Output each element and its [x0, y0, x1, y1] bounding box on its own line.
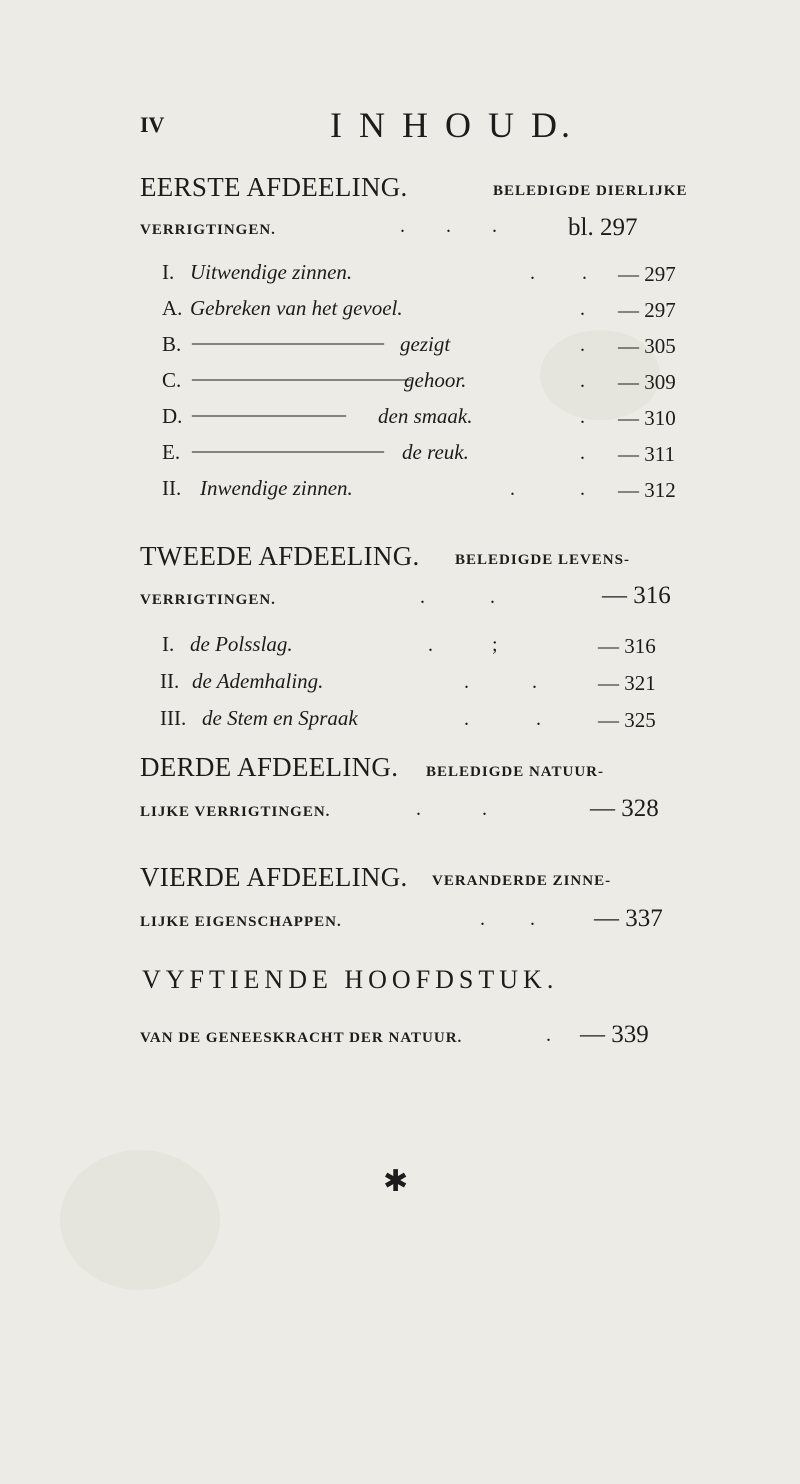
entry-label: I.	[162, 260, 175, 284]
leader-dots: .	[580, 334, 585, 356]
leader-dots: .	[546, 1024, 551, 1046]
page-ref: — 297	[618, 298, 676, 322]
ditto-dash: ————————	[192, 402, 344, 426]
entry-label: E.	[162, 440, 181, 464]
asterisk-ornament-icon: ✱	[383, 1164, 409, 1199]
page-ref: — 316	[598, 634, 656, 658]
leader-dots: . .	[420, 586, 495, 608]
entry-text: de Polsslag.	[190, 632, 293, 656]
page-number: IV	[140, 112, 165, 137]
chapter-heading: VYFTIENDE HOOFDSTUK.	[142, 965, 559, 994]
page-ref: — 309	[618, 370, 676, 394]
page-ref: — 316	[602, 582, 671, 609]
section-subheading-cont: LIJKE VERRIGTINGEN.	[140, 804, 331, 820]
page-ref: — 337	[594, 905, 663, 932]
entry-label: C.	[162, 368, 182, 392]
entry-label: II.	[160, 669, 180, 693]
page-ref: — 321	[598, 671, 656, 695]
leader-dots: .	[580, 442, 585, 464]
entry-label: I.	[162, 632, 175, 656]
leader-dots: . . .	[400, 215, 497, 237]
section-heading: DERDE AFDEELING.	[140, 752, 399, 782]
section-subheading-cont: VERRIGTINGEN.	[140, 222, 276, 238]
page-ref: — 339	[580, 1021, 649, 1048]
section-heading: VIERDE AFDEELING.	[140, 862, 408, 892]
section-subheading: BELEDIGDE LEVENS-	[455, 552, 630, 568]
entry-text: de Stem en Spraak	[202, 706, 358, 730]
page-ref: — 310	[618, 406, 676, 430]
chapter-subheading: VAN DE GENEESKRACHT DER NATUUR.	[140, 1030, 463, 1046]
entry-label: II.	[162, 476, 182, 500]
section-subheading: VERANDERDE ZINNE-	[432, 873, 612, 889]
ditto-dash: ————————————	[192, 366, 408, 390]
entry-text: Inwendige zinnen.	[200, 476, 353, 500]
section-subheading: BELEDIGDE NATUUR-	[426, 764, 604, 780]
ditto-dash: ——————————	[192, 330, 382, 354]
leader-dots: . .	[510, 478, 585, 500]
section-subheading: BELEDIGDE DIERLIJKE	[493, 183, 688, 199]
leader-dots: .	[580, 298, 585, 320]
section-heading: TWEEDE AFDEELING.	[140, 541, 420, 571]
leader-dots: . .	[464, 708, 541, 730]
page-ref: — 312	[618, 478, 676, 502]
page-ref: — 325	[598, 708, 656, 732]
entry-label: B.	[162, 332, 182, 356]
leader-dots: . .	[530, 262, 587, 284]
leader-dots: . ;	[428, 634, 498, 656]
entry-label: III.	[160, 706, 187, 730]
entry-label: A.	[162, 296, 183, 320]
entry-text: de Ademhaling.	[192, 669, 324, 693]
entry-text: gezigt	[400, 332, 451, 356]
page-ref: — 297	[618, 262, 676, 286]
leader-dots: .	[580, 370, 585, 392]
paper-stain	[60, 1150, 220, 1290]
leader-dots: .	[580, 406, 585, 428]
page-ref: — 328	[590, 795, 659, 822]
running-head: I N H O U D.	[330, 105, 574, 145]
section-subheading-cont: LIJKE EIGENSCHAPPEN.	[140, 914, 342, 930]
ditto-dash: ——————————	[192, 438, 382, 462]
section-heading: EERSTE AFDEELING.	[140, 172, 408, 202]
entry-text: den smaak.	[378, 404, 473, 428]
page-ref: bl. 297	[568, 214, 638, 241]
leader-dots: . .	[464, 671, 537, 693]
section-subheading-cont: VERRIGTINGEN.	[140, 592, 276, 608]
page-ref: — 305	[618, 334, 676, 358]
entry-text: Uitwendige zinnen.	[190, 260, 353, 284]
entry-label: D.	[162, 404, 183, 428]
leader-dots: . .	[480, 908, 535, 930]
entry-text: gehoor.	[404, 368, 467, 392]
entry-text: de reuk.	[402, 440, 469, 464]
entry-text: Gebreken van het gevoel.	[190, 296, 403, 320]
page-ref: — 311	[618, 442, 675, 466]
leader-dots: . .	[416, 798, 487, 820]
